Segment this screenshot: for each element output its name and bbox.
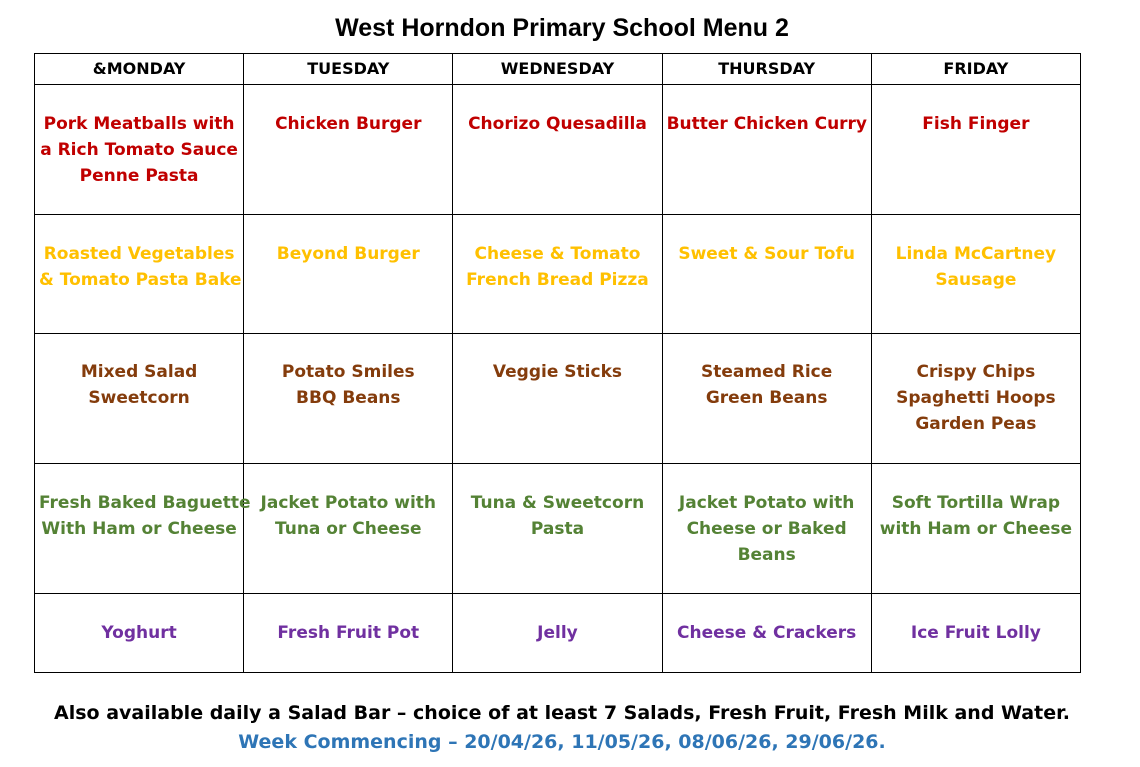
menu-item-line: Mixed Salad bbox=[80, 362, 198, 382]
menu-item-line: Sweetcorn bbox=[88, 388, 190, 408]
menu-cell-thursday-main bbox=[662, 85, 871, 215]
daily-availability-note: Also available daily a Salad Bar – choice of at least 7 Salads, Fresh Fruit, Fresh Milk and Water. bbox=[54, 702, 1070, 724]
day-header-monday: &MONDAY bbox=[35, 54, 244, 85]
menu-item-line: Fresh Fruit Pot bbox=[277, 623, 420, 643]
menu-row-sides bbox=[35, 334, 1081, 464]
menu-item-line: a Rich Tomato Sauce bbox=[40, 140, 238, 160]
menu-cell-friday-light bbox=[871, 464, 1080, 594]
menu-cell-friday-vegetarian bbox=[871, 215, 1080, 334]
menu-item-line: Chicken Burger bbox=[275, 114, 422, 134]
menu-cell-wednesday-sides bbox=[453, 334, 662, 464]
day-header-friday: FRIDAY bbox=[871, 54, 1080, 85]
menu-item-line: Cheese or Baked bbox=[686, 519, 847, 539]
menu-item-line: Yoghurt bbox=[101, 623, 177, 643]
menu-cell-monday-vegetarian bbox=[35, 215, 244, 334]
menu-item-line: Cheese & Tomato bbox=[474, 244, 641, 264]
menu-cell-tuesday-sides bbox=[244, 334, 453, 464]
menu-item-line: Tuna & Sweetcorn bbox=[470, 493, 645, 513]
page-title: West Horndon Primary School Menu 2 bbox=[335, 14, 789, 42]
menu-item-line: Sweet & Sour Tofu bbox=[678, 244, 855, 264]
day-header-wednesday: WEDNESDAY bbox=[453, 54, 662, 85]
menu-cell-wednesday-light bbox=[453, 464, 662, 594]
menu-item-line: Veggie Sticks bbox=[492, 362, 622, 382]
menu-cell-thursday-sides bbox=[662, 334, 871, 464]
menu-cell-wednesday-vegetarian bbox=[453, 215, 662, 334]
menu-item-line: Steamed Rice bbox=[701, 362, 833, 382]
menu-row-main bbox=[35, 85, 1081, 215]
menu-item-line: French Bread Pizza bbox=[466, 270, 649, 290]
menu-item-line: Penne Pasta bbox=[79, 166, 199, 186]
menu-cell-tuesday-light bbox=[244, 464, 453, 594]
menu-row-vegetarian bbox=[35, 215, 1081, 334]
menu-cell-monday-light bbox=[35, 464, 251, 594]
menu-table bbox=[34, 53, 1081, 673]
menu-item-line: Fish Finger bbox=[922, 114, 1030, 134]
menu-item-line: Cheese & Crackers bbox=[677, 623, 857, 643]
menu-item-line: Crispy Chips bbox=[916, 362, 1036, 382]
menu-item-line: Tuna or Cheese bbox=[274, 519, 422, 539]
menu-item-line: Roasted Vegetables bbox=[43, 244, 235, 264]
menu-item-line: Spaghetti Hoops bbox=[896, 388, 1056, 408]
menu-item-line: Jacket Potato with bbox=[260, 493, 437, 513]
menu-item-line: Garden Peas bbox=[915, 414, 1037, 434]
menu-cell-thursday-light bbox=[662, 464, 871, 594]
day-header-thursday: THURSDAY bbox=[662, 54, 871, 85]
menu-item-line: Jacket Potato with bbox=[678, 493, 855, 513]
menu-item-line: Beans bbox=[737, 545, 796, 565]
menu-cell-monday-main bbox=[35, 85, 244, 215]
menu-item-line: BBQ Beans bbox=[296, 388, 401, 408]
menu-cell-thursday-vegetarian bbox=[662, 215, 871, 334]
menu-item-line: With Ham or Cheese bbox=[41, 519, 237, 539]
menu-cell-tuesday-main bbox=[244, 85, 453, 215]
day-header-row bbox=[35, 54, 1081, 85]
menu-item-line: Chorizo Quesadilla bbox=[468, 114, 647, 134]
menu-cell-wednesday-main bbox=[453, 85, 662, 215]
menu-cell-monday-dessert bbox=[35, 594, 244, 673]
menu-row-light bbox=[35, 464, 1081, 594]
menu-body bbox=[35, 85, 1081, 673]
menu-cell-tuesday-dessert bbox=[244, 594, 453, 673]
menu-item-line: with Ham or Cheese bbox=[879, 519, 1073, 539]
menu-item-line: Fresh Baked Baguette bbox=[39, 493, 251, 513]
menu-cell-thursday-dessert bbox=[662, 594, 871, 673]
menu-item-line: Beyond Burger bbox=[276, 244, 420, 264]
menu-item-line: Potato Smiles bbox=[281, 362, 415, 382]
menu-item-line: Butter Chicken Curry bbox=[666, 114, 868, 134]
week-commencing-note: Week Commencing – 20/04/26, 11/05/26, 08/06/26, 29/06/26. bbox=[238, 731, 886, 753]
menu-cell-monday-sides bbox=[35, 334, 244, 464]
menu-item-line: Jelly bbox=[537, 623, 578, 643]
menu-item-line: Pork Meatballs with bbox=[43, 114, 235, 134]
menu-item-line: Green Beans bbox=[705, 388, 828, 408]
menu-cell-wednesday-dessert bbox=[453, 594, 662, 673]
menu-item-line: Sausage bbox=[935, 270, 1017, 290]
menu-cell-tuesday-vegetarian bbox=[244, 215, 453, 334]
menu-item-line: Linda McCartney bbox=[895, 244, 1057, 264]
menu-item-line: Pasta bbox=[530, 519, 585, 539]
menu-cell-friday-sides bbox=[871, 334, 1080, 464]
menu-item-line: & Tomato Pasta Bake bbox=[39, 270, 242, 290]
menu-item-line: Soft Tortilla Wrap bbox=[891, 493, 1060, 513]
menu-cell-friday-main bbox=[871, 85, 1080, 215]
menu-row-dessert bbox=[35, 594, 1081, 673]
menu-item-line: Ice Fruit Lolly bbox=[910, 623, 1041, 643]
day-header-tuesday: TUESDAY bbox=[244, 54, 453, 85]
menu-cell-friday-dessert bbox=[871, 594, 1080, 673]
